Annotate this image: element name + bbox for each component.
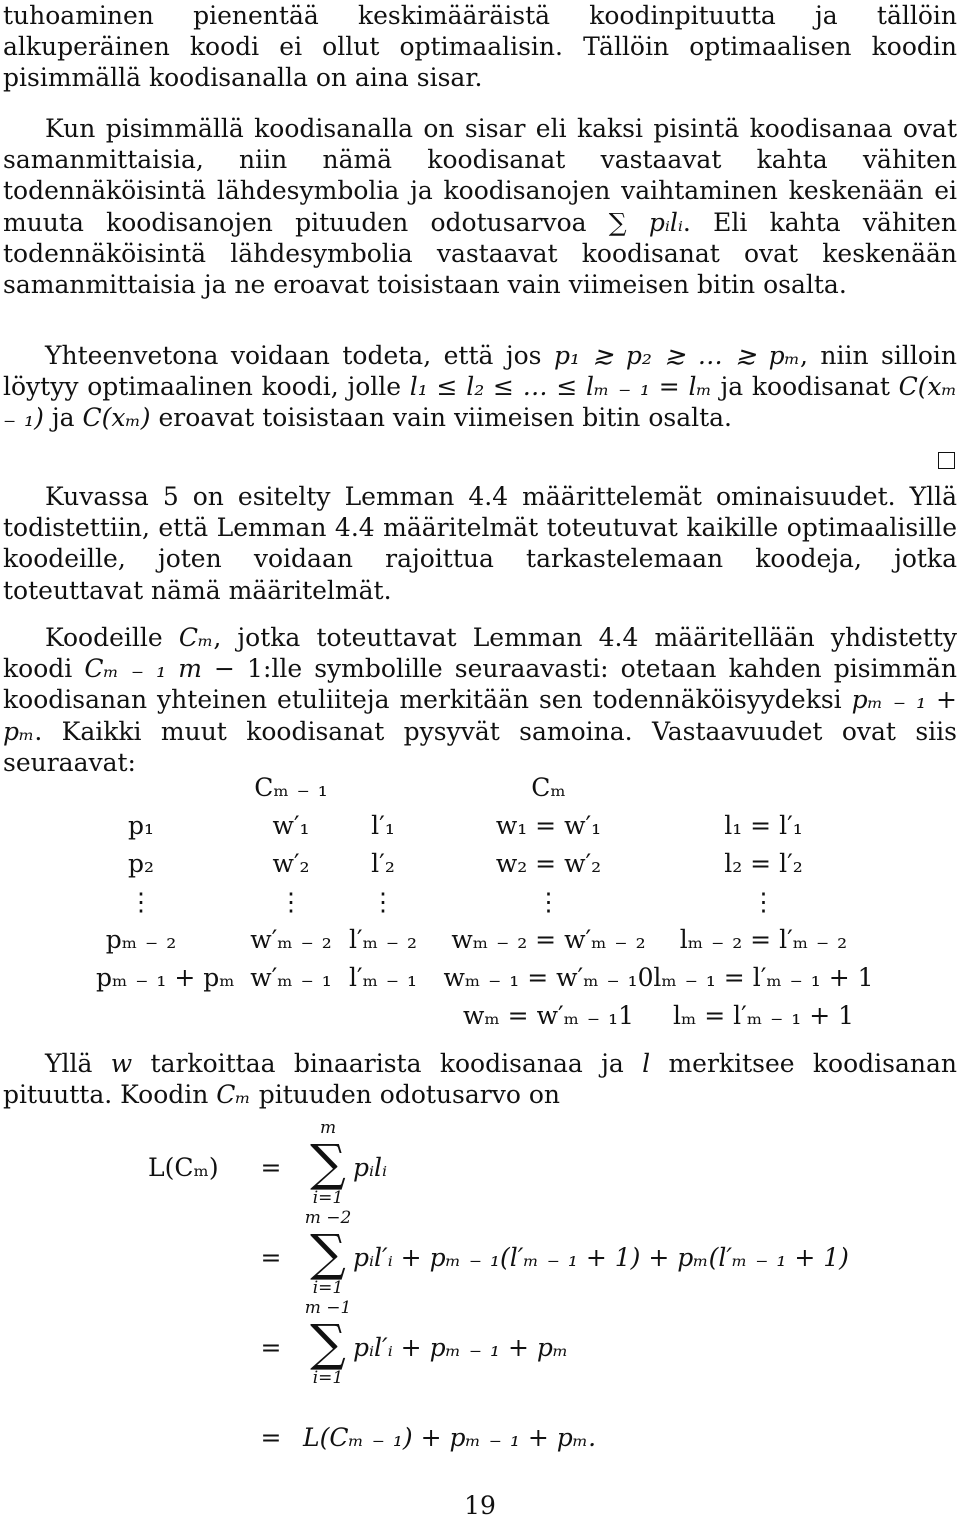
- table-row: [96, 848, 886, 886]
- paragraph-5: Koodeille Cₘ, jotka toteuttavat Lemman 4.4 määritellään yhdistetty koodi Cₘ ₋ ₁ m − 1:lle symbolille seuraavasti: otetaan kahden pisimmän koodisanan yhteinen etuliiteja merkitään sen todennäköisyydeksi pₘ ₋ ₁ + pₘ. Kaikki muut koodisanat pysyvät samoina. Vastaavuudet ovat siis seuraavat:: [3, 623, 958, 777]
- paragraph-4: Kuvassa 5 on esitelty Lemman 4.4 määrittelemät ominaisuudet. Yllä todistettiin, että Lemman 4.4 määritelmät toteutuvat kaikille optimaalisille koodeille, joten voidaan rajoittua tarkastelemaan koodeja, jotka toteuttavat nämä määritelmät.: [3, 482, 957, 605]
- equation-line: [148, 1118, 868, 1208]
- table-cell: lₘ ₋ ₁ = l′ₘ ₋ ₁ + 1: [653, 963, 874, 992]
- equation-rhs: L(Cₘ ₋ ₁) + pₘ ₋ ₁ + pₘ.: [303, 1423, 597, 1452]
- table-cell: w₂ = w′₂: [495, 849, 602, 878]
- sum-formula: ∑ pᵢlᵢ: [608, 207, 683, 237]
- table-header-cell: Cₘ ₋ ₁: [254, 773, 328, 802]
- table-header-row: [96, 772, 886, 810]
- table-cell: w′₂: [272, 849, 310, 878]
- table-row: [96, 810, 886, 848]
- table-cell: ⋮: [370, 887, 396, 916]
- qed-box-icon: [938, 452, 955, 469]
- table-cell: l′₂: [371, 849, 395, 878]
- table-cell: l′₁: [371, 811, 395, 840]
- equals-sign: =: [260, 1153, 282, 1182]
- equation-line: [148, 1388, 868, 1452]
- table-cell: l′ₘ ₋ ₁: [348, 963, 418, 992]
- summation-icon: m ∑ i=1: [310, 1118, 346, 1208]
- equation-rhs: pᵢl′ᵢ + pₘ ₋ ₁(l′ₘ ₋ ₁ + 1) + pₘ(l′ₘ ₋ ₁ + 1): [353, 1243, 849, 1272]
- table-row: [96, 1000, 886, 1038]
- equation-rhs: pᵢlᵢ: [353, 1153, 388, 1182]
- equation-rhs: pᵢl′ᵢ + pₘ ₋ ₁ + pₘ: [353, 1333, 569, 1362]
- table-header-cell: Cₘ: [531, 773, 566, 802]
- paragraph-6: Yllä w tarkoittaa binaarista koodisanaa ja l merkitsee koodisanan pituutta. Koodin Cₘ pituuden odotusarvo on: [3, 1049, 957, 1110]
- table-cell: w′₁: [272, 811, 310, 840]
- equals-sign: =: [260, 1333, 282, 1362]
- summation-icon: m −1 ∑ i=1: [304, 1298, 352, 1388]
- table-cell: ⋮: [278, 887, 304, 916]
- paragraph-3-summary: Yhteenvetona voidaan todeta, että jos p₁ ≳ p₂ ≳ … ≳ pₘ, niin silloin löytyy optimaalinen koodi, jolle l₁ ≤ l₂ ≤ … ≤ lₘ ₋ ₁ = lₘ ja koodisanat C(xₘ ₋ ₁) ja C(xₘ) eroavat toisistaan vain viimeisen bitin osalta.: [3, 341, 957, 433]
- table-cell: pₘ ₋ ₁ + pₘ: [96, 963, 235, 992]
- table-cell: wₘ = w′ₘ ₋ ₁1: [463, 1001, 634, 1030]
- table-cell: lₘ = l′ₘ ₋ ₁ + 1: [672, 1001, 855, 1030]
- table-cell: w′ₘ ₋ ₂: [250, 925, 332, 954]
- table-row: [96, 886, 886, 924]
- table-cell: ⋮: [128, 887, 154, 916]
- table-cell: ⋮: [536, 887, 561, 916]
- table-cell: lₘ ₋ ₂ = l′ₘ ₋ ₂: [679, 925, 848, 954]
- table-cell: p₂: [127, 849, 155, 878]
- equals-sign: =: [260, 1423, 282, 1452]
- equation-line: [148, 1298, 868, 1388]
- summation-icon: m −2 ∑ i=1: [304, 1208, 352, 1298]
- table-cell: wₘ ₋ ₂ = w′ₘ ₋ ₂: [451, 925, 646, 954]
- table-cell: l′ₘ ₋ ₂: [348, 925, 418, 954]
- equation-line: [148, 1208, 868, 1298]
- paragraph-1: tuhoaminen pienentää keskimääräistä koodinpituutta ja tällöin alkuperäinen koodi ei ollut optimaalisin. Tällöin optimaalisen koodin pisimmällä koodisanalla on aina sisar.: [3, 1, 957, 93]
- table-row: [96, 962, 886, 1000]
- table-cell: p₁: [127, 811, 155, 840]
- table-cell: w₁ = w′₁: [495, 811, 602, 840]
- table-cell: l₁ = l′₁: [724, 811, 803, 840]
- equals-sign: =: [260, 1243, 282, 1272]
- expected-length-equations: [148, 1118, 868, 1452]
- page-number: 19: [464, 1491, 496, 1520]
- table-cell: wₘ ₋ ₁ = w′ₘ ₋ ₁0: [443, 963, 654, 992]
- table-cell: l₂ = l′₂: [724, 849, 803, 878]
- table-cell: ⋮: [751, 887, 776, 916]
- table-row: [96, 924, 886, 962]
- correspondence-table: [96, 772, 886, 1038]
- table-cell: pₘ ₋ ₂: [105, 925, 177, 954]
- equation-lhs: L(Cₘ): [148, 1153, 219, 1182]
- table-cell: w′ₘ ₋ ₁: [250, 963, 332, 992]
- paragraph-2: Kun pisimmällä koodisanalla on sisar eli kaksi pisintä koodisanaa ovat samanmittaisia, niin nämä koodisanat vastaavat kahta vähiten todennäköisintä lähdesymbolia ja koodisanojen vaihtaminen keskenään ei muuta koodisanojen pituuden odotusarvoa ∑ pᵢlᵢ. Eli kahta vähiten todennäköisintä lähdesymbolia vastaavat koodisanat ovat keskenään samanmittaisia ja ne eroavat toisistaan vain viimeisen bitin osalta.: [3, 114, 957, 300]
